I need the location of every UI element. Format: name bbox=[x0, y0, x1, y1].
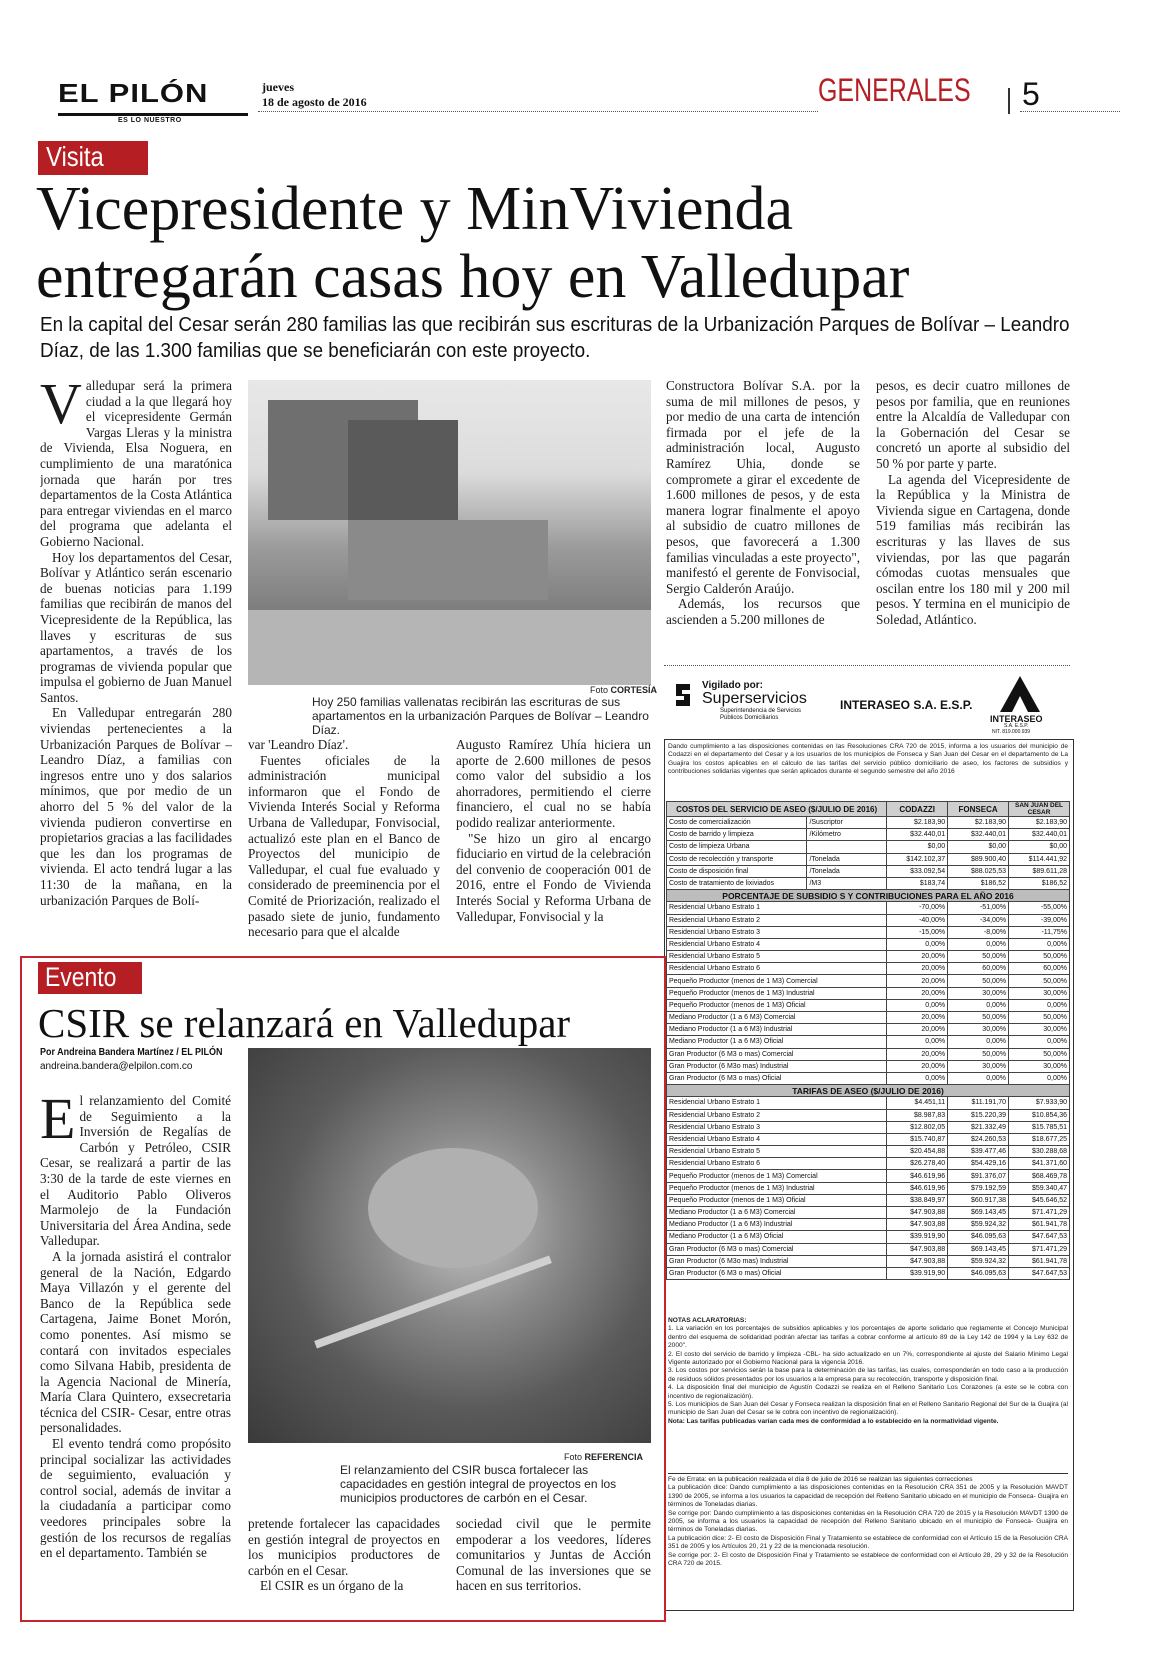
table-cell: $59.924,32 bbox=[948, 1219, 1009, 1231]
row-label: Costo de limpieza Urbana bbox=[667, 841, 807, 853]
row-label: Pequeño Productor (menos de 1 M3) Comercial bbox=[667, 975, 887, 987]
article2-column-2 bbox=[248, 1516, 440, 1610]
table-row bbox=[667, 1207, 1070, 1219]
errata-item: La publicación dice: Dando cumplimiento a las disposiciones contenidas en la Resolución CRA 351 de 2005 y la Resolución MAVDT 1390 de 2005, se informa a los usuarios la capacidad de recepción del Relleno Sanitario ubicado en el municipio de Fonseca- Guajira en términos de Toneladas diarias. bbox=[668, 1484, 1068, 1509]
table-cell: $2.183,90 bbox=[887, 817, 948, 829]
subsidy-header-row bbox=[667, 890, 1070, 902]
row-label: Gran Productor (6 M3 o mas) Comercial bbox=[667, 1048, 887, 1060]
mine-photo bbox=[248, 1048, 651, 1443]
table-cell: $0,00 bbox=[1009, 841, 1070, 853]
paragraph: Constructora Bolívar S.A. por la suma de mil millones de pesos, y por medio de una carta de intención firmada por el jefe de la administración local, Augusto Ramírez Uhia, donde se compromete a girar el excedente de 1.600 millones de pesos, y de esta manera lograr finalmente el apoyo al subsidio de cuatro millones de pesos, que favorecerá a 1.300 familias vinculadas a este proyecto", manifestó el gerente de Fonvisocial, Sergio Calderón Araújo. bbox=[666, 378, 860, 596]
superservicios-sub2: Públicos Domiciliarios bbox=[720, 715, 779, 721]
paragraph: alledupar será la primera ciudad a la que llegará hoy el vicepresidente Germán Vargas Lleras y la ministra de Vivienda, Elsa Noguera, en cumplimiento de una maratónica jornada que harán por tres departamentos de la Costa Atlántica para entregar viviendas en el marco del programa que adelanta el Gobierno Nacional. bbox=[40, 378, 232, 549]
table-cell: $47.647,53 bbox=[1009, 1231, 1070, 1243]
table-cell: 30,00% bbox=[1009, 987, 1070, 999]
table-cell: 0,00% bbox=[887, 999, 948, 1011]
table-cell: 0,00% bbox=[948, 938, 1009, 950]
dropcap: V bbox=[40, 378, 82, 436]
row-label: Gran Productor (6 M3 o mas) Comercial bbox=[667, 1243, 887, 1255]
table-cell: $88.025,53 bbox=[948, 865, 1009, 877]
table-cell: $54.429,16 bbox=[948, 1158, 1009, 1170]
table-cell: $15.785,51 bbox=[1009, 1121, 1070, 1133]
table-cell: $69.143,45 bbox=[948, 1207, 1009, 1219]
table-cell: -55,00% bbox=[1009, 902, 1070, 914]
table-cell: $46.095,63 bbox=[948, 1267, 1009, 1279]
table-row bbox=[667, 1072, 1070, 1084]
paragraph: l relanzamiento del Comité de Seguimiento a la Inversión de Regalías de Carbón y Petróleo, CSIR Cesar, se realizará a partir de las 3:30 de la tarde de este viernes en el Auditorio Pablo Oliveros Marmolejo de la Fundación Universitaria del Área Andina, sede Valledupar. bbox=[40, 1093, 231, 1249]
article1-column-4 bbox=[666, 378, 860, 658]
row-label: Residencial Urbano Estrato 2 bbox=[667, 1109, 887, 1121]
table-cell: $39.919,90 bbox=[887, 1231, 948, 1243]
interaseo-logo-sub: S.A. E.S.P. bbox=[1004, 723, 1029, 729]
headline-line-1: Vicepresidente y MinVivienda bbox=[36, 175, 793, 243]
table-cell: $21.332,49 bbox=[948, 1121, 1009, 1133]
table-cell: 30,00% bbox=[1009, 1024, 1070, 1036]
superservicios-logo-icon bbox=[672, 680, 694, 710]
table-row bbox=[667, 841, 1070, 853]
table-cell: $0,00 bbox=[887, 841, 948, 853]
table-row bbox=[667, 987, 1070, 999]
table-row bbox=[667, 1097, 1070, 1109]
table-cell: $10.854,36 bbox=[1009, 1109, 1070, 1121]
table-row bbox=[667, 1024, 1070, 1036]
table-cell: $59.924,32 bbox=[948, 1255, 1009, 1267]
table-cell: $69.143,45 bbox=[948, 1243, 1009, 1255]
ad-top-rule bbox=[664, 665, 1070, 666]
mine-pit bbox=[368, 1148, 538, 1268]
table-cell: 50,00% bbox=[1009, 975, 1070, 987]
row-label: Pequeño Productor (menos de 1 M3) Oficial bbox=[667, 1194, 887, 1206]
table-cell: 20,00% bbox=[887, 975, 948, 987]
masthead-rule-right bbox=[1020, 111, 1120, 112]
row-label: Costo de barrido y limpieza bbox=[667, 829, 807, 841]
table-row bbox=[667, 926, 1070, 938]
table-cell: $114.441,92 bbox=[1009, 853, 1070, 865]
interaseo-logo-icon bbox=[995, 674, 1045, 714]
table-row bbox=[667, 877, 1070, 889]
row-label: Gran Productor (6 M3o mas) Industrial bbox=[667, 1255, 887, 1267]
table-cell: $33.092,54 bbox=[887, 865, 948, 877]
table-cell: $68.469,78 bbox=[1009, 1170, 1070, 1182]
table-cell: $4.451,11 bbox=[887, 1097, 948, 1109]
table-cell: 50,00% bbox=[948, 951, 1009, 963]
table-cell: $79.192,59 bbox=[948, 1182, 1009, 1194]
table-row bbox=[667, 1012, 1070, 1024]
table-cell: 0,00% bbox=[948, 999, 1009, 1011]
article2-column-1 bbox=[40, 1093, 231, 1608]
table-cell: -15,00% bbox=[887, 926, 948, 938]
paragraph: Fuentes oficiales de la administración municipal informaron que el Fondo de Vivienda Interés Social y Reforma Urbana de Valledupar, Fonvisocial, actualizó este plan en el Banco de Proyectos del municipio de Valledupar, el cual fue evaluado y considerado de preeminencia por el Comité de Priorización, realizado el pasado siete de junio, fundamento necesario para que el alcalde bbox=[248, 752, 440, 940]
table-cell: $47.647,53 bbox=[1009, 1267, 1070, 1279]
masthead bbox=[0, 0, 1150, 130]
row-label: Costo de tratamiento de lixiviados bbox=[667, 877, 807, 889]
errata-item: Se corrige por: Dando cumplimiento a las disposiciones contenidas en la Resolución CRA 720 de 2015 y la Resolución MAVDT 1390 de 2005, se informa a los usuarios la capacidad de recepción del Relleno Sanitario ubicado en el municipio de Fonseca- Guajira en términos de Toneladas diarias. bbox=[668, 1509, 1068, 1534]
table-cell: -70,00% bbox=[887, 902, 948, 914]
table-row bbox=[667, 975, 1070, 987]
table-row bbox=[667, 1048, 1070, 1060]
table-cell: 0,00% bbox=[887, 938, 948, 950]
paragraph: Además, los recursos que ascienden a 5.200 millones de bbox=[666, 596, 860, 627]
table-cell: $8.987,83 bbox=[887, 1109, 948, 1121]
row-unit: /Tonelada bbox=[807, 853, 887, 865]
table-cell: $2.183,90 bbox=[1009, 817, 1070, 829]
table-row bbox=[667, 1194, 1070, 1206]
table-row bbox=[667, 829, 1070, 841]
row-label: Costo de disposición final bbox=[667, 865, 807, 877]
paragraph: pretende fortalecer las capacidades en gestión integral de proyectos en los municipios productores de carbón en el Cesar. bbox=[248, 1516, 440, 1578]
page-number: 5 bbox=[1022, 76, 1040, 112]
table-cell: -40,00% bbox=[887, 914, 948, 926]
table-cell: 20,00% bbox=[887, 1048, 948, 1060]
row-label: Residencial Urbano Estrato 1 bbox=[667, 1097, 887, 1109]
table-cell: 50,00% bbox=[1009, 1012, 1070, 1024]
table-cell: $20.454,88 bbox=[887, 1146, 948, 1158]
table-row bbox=[667, 999, 1070, 1011]
note-item: 2. El costo del servicio de barrido y limpieza -CBL- ha sido actualizado en un 7%, correspondiente al ajuste del Salario Mínimo Legal Vigente autorizado por el Gobierno Nacional para la vigencia 2016. bbox=[668, 1350, 1068, 1367]
table-row bbox=[667, 1146, 1070, 1158]
table-cell: -39,00% bbox=[1009, 914, 1070, 926]
paragraph: A la jornada asistirá el contralor general de la Nación, Edgardo Maya Villazón y el gerente del Banco de la República sede Cartagena, Jaime Bonet Morón, como ponentes. Así mismo se contará con invitados especiales como Silvana Habib, presidenta de la Agencia Nacional de Minería, María Clara Quintero, exsecretaria técnica del CSIR- Cesar, entre otras personalidades. bbox=[40, 1248, 231, 1436]
table-cell: 0,00% bbox=[1009, 1072, 1070, 1084]
interaseo-logo-text: INTERASEO bbox=[990, 714, 1043, 724]
section-header: PORCENTAJE DE SUBSIDIO S Y CONTRIBUCIONES PARA EL AÑO 2016 bbox=[667, 890, 1070, 902]
row-label: Mediano Productor (1 a 6 M3) Industrial bbox=[667, 1024, 887, 1036]
row-label: Residencial Urbano Estrato 6 bbox=[667, 1158, 887, 1170]
article2-byline: Por Andreina Bandera Martínez / EL PILÓN bbox=[40, 1047, 223, 1058]
table-cell: 20,00% bbox=[887, 963, 948, 975]
table-cell: 20,00% bbox=[887, 1060, 948, 1072]
credit-name: CORTESÍA bbox=[610, 685, 658, 695]
row-label: Residencial Urbano Estrato 3 bbox=[667, 926, 887, 938]
paragraph: El evento tendrá como propósito principal socializar las actividades de seguimiento, evaluación y control social, además de invitar a la ciudadanía a participar como veedores principales sobre la gestión de los recursos de regalías en el departamento. También se bbox=[40, 1436, 231, 1561]
table-cell: $47.903,88 bbox=[887, 1243, 948, 1255]
table-cell: $186,52 bbox=[948, 877, 1009, 889]
table-cell: $32.440,01 bbox=[887, 829, 948, 841]
ground bbox=[248, 610, 651, 685]
table-cell: $89.611,28 bbox=[1009, 865, 1070, 877]
table-row bbox=[667, 1036, 1070, 1048]
notes-block bbox=[668, 1317, 1068, 1426]
newspaper-logo: EL PILÓN bbox=[58, 78, 209, 108]
row-label: Mediano Productor (1 a 6 M3) Oficial bbox=[667, 1231, 887, 1243]
row-label: Residencial Urbano Estrato 5 bbox=[667, 1146, 887, 1158]
table-cell: 0,00% bbox=[948, 1072, 1009, 1084]
notes-title: NOTAS ACLARATORIAS: bbox=[668, 1317, 747, 1324]
table-cell: $11.191,70 bbox=[948, 1097, 1009, 1109]
article-deck: En la capital del Cesar serán 280 familias las que recibirán sus escrituras de la Urbanización Parques de Bolívar – Leandro Díaz, de las 1.300 familias que se beneficiarán con este proyecto. bbox=[40, 313, 1070, 362]
table-cell: $46.619,96 bbox=[887, 1182, 948, 1194]
credit-name: REFERENCIA bbox=[584, 1452, 644, 1462]
row-unit: /Kilómetro bbox=[807, 829, 887, 841]
table-cell: $59.340,47 bbox=[1009, 1182, 1070, 1194]
table-row bbox=[667, 1158, 1070, 1170]
table-cell: 0,00% bbox=[887, 1036, 948, 1048]
table-cell: $0,00 bbox=[948, 841, 1009, 853]
table-row bbox=[667, 1170, 1070, 1182]
headline-line-2: entregarán casas hoy en Valledupar bbox=[36, 243, 910, 311]
table-cell: $30.288,68 bbox=[1009, 1146, 1070, 1158]
company-name: INTERASEO S.A. E.S.P. bbox=[840, 698, 973, 712]
ad-intro: Dando cumplimiento a las disposiciones contenidas en las Resoluciones CRA 720 de 2015, informa a los usuarios del municipio de Codazzi en el departamento del Cesar y a los usuarios de los municipios de Fonseca y San Juan del Cesar en el departamento de La Guajira los costos aplicables en el cálculo de las tarifas del servicio público domiciliario de aseo, los factores de subsidios y contribuciones solidarias vigentes que serán aplicados durante el segundo semestre del año 2016 bbox=[668, 743, 1068, 776]
header-cell: SAN JUAN DEL CESAR bbox=[1009, 802, 1070, 817]
table-cell: -51,00% bbox=[948, 902, 1009, 914]
table-row bbox=[667, 853, 1070, 865]
row-label: Pequeño Productor (menos de 1 M3) Industrial bbox=[667, 987, 887, 999]
row-label: Mediano Productor (1 a 6 M3) Oficial bbox=[667, 1036, 887, 1048]
article2-kicker bbox=[38, 962, 142, 994]
issue-date: 18 de agosto de 2016 bbox=[262, 95, 367, 109]
superservicios-name: Superservicios bbox=[702, 690, 807, 707]
row-label: Residencial Urbano Estrato 6 bbox=[667, 963, 887, 975]
table-cell: 0,00% bbox=[948, 1036, 1009, 1048]
table-cell: $39.919,90 bbox=[887, 1267, 948, 1279]
table-cell: 20,00% bbox=[887, 987, 948, 999]
table-cell: 30,00% bbox=[1009, 1060, 1070, 1072]
table-row bbox=[667, 1231, 1070, 1243]
row-label: Residencial Urbano Estrato 5 bbox=[667, 951, 887, 963]
kicker-text: Visita bbox=[46, 141, 104, 172]
row-label: Residencial Urbano Estrato 2 bbox=[667, 914, 887, 926]
table-row bbox=[667, 1255, 1070, 1267]
row-unit: /Suscriptor bbox=[807, 817, 887, 829]
row-unit: /Tonelada bbox=[807, 865, 887, 877]
row-unit: /M3 bbox=[807, 877, 887, 889]
header-cell: CODAZZI bbox=[887, 802, 948, 817]
table-row bbox=[667, 1182, 1070, 1194]
table-cell: 30,00% bbox=[948, 1060, 1009, 1072]
table-cell: 30,00% bbox=[948, 987, 1009, 999]
row-label: Residencial Urbano Estrato 4 bbox=[667, 938, 887, 950]
article2-email: andreina.bandera@elpilon.com.co bbox=[40, 1061, 193, 1072]
table-cell: $71.471,29 bbox=[1009, 1243, 1070, 1255]
table-cell: 50,00% bbox=[948, 1012, 1009, 1024]
table-cell: $12.802,05 bbox=[887, 1121, 948, 1133]
header-cell: FONSECA bbox=[948, 802, 1009, 817]
table-cell: $32.440,01 bbox=[948, 829, 1009, 841]
paragraph: "Se hizo un giro al encargo fiduciario en virtud de la celebración del convenio de cooperación 001 de 2016, entre el Fondo de Vivienda Interés Social y Reforma Urbana de Valledupar, Fonvisocial y la bbox=[456, 830, 651, 924]
table-cell: $61.941,78 bbox=[1009, 1219, 1070, 1231]
note-item: 5. Los municipios de San Juan del Cesar y Fonseca realizan la disposición final en el Relleno Sanitario Regional del Sur de la Guajira (al municipio de San Juan del Cesar se le cobra con incentivo de regionalización). bbox=[668, 1401, 1068, 1417]
table-cell: $18.677,25 bbox=[1009, 1133, 1070, 1145]
row-label: Residencial Urbano Estrato 3 bbox=[667, 1121, 887, 1133]
table-cell: 50,00% bbox=[1009, 1048, 1070, 1060]
table-cell: $24.260,53 bbox=[948, 1133, 1009, 1145]
table-cell: 50,00% bbox=[948, 1048, 1009, 1060]
paragraph: Augusto Ramírez Uhía hiciera un aporte de 2.600 millones de pesos como valor del subsidio a los ahorradores, permitiendo el cierre financiero, el cual no se había podido realizar anteriormente. bbox=[456, 737, 651, 830]
article2-column-3 bbox=[456, 1516, 651, 1610]
table-cell: 50,00% bbox=[1009, 951, 1070, 963]
table-cell: 20,00% bbox=[887, 951, 948, 963]
row-label: Mediano Productor (1 a 6 M3) Comercial bbox=[667, 1012, 887, 1024]
table-cell: $41.371,60 bbox=[1009, 1158, 1070, 1170]
table-row bbox=[667, 951, 1070, 963]
errata-item: Fe de Errata: en la publicación realizada el día 8 de julio de 2016 se realizan las siguientes correcciones bbox=[668, 1476, 973, 1483]
table-row bbox=[667, 938, 1070, 950]
table-cell: $186,52 bbox=[1009, 877, 1070, 889]
article1-column-1 bbox=[40, 378, 232, 953]
table-cell: $15.740,87 bbox=[887, 1133, 948, 1145]
kicker-text: Evento bbox=[45, 962, 117, 992]
table-cell: 20,00% bbox=[887, 1024, 948, 1036]
table-cell: $7.933,90 bbox=[1009, 1097, 1070, 1109]
table-cell: $47.903,88 bbox=[887, 1219, 948, 1231]
paragraph: Hoy los departamentos del Cesar, Bolívar y Atlántico serán escenario de buenas noticias para 1.199 familias que recibirán de manos del Vicepresidente de la República, las llaves y escrituras de sus apartamentos, a través de los programas de vivienda popular que impulsa el gobierno de Juan Manuel Santos. bbox=[40, 549, 232, 705]
article1-column-5 bbox=[876, 378, 1070, 658]
issue-day: jueves bbox=[262, 80, 294, 94]
paragraph: var 'Leandro Díaz'. bbox=[248, 737, 349, 752]
article1-column-2 bbox=[248, 737, 440, 953]
note-item: 4. La disposición final del municipio de Agustín Codazzi se realiza en el Relleno Sanitario Los Corazones (a este se le cobra con incentivo de regionalización). bbox=[668, 1384, 1068, 1400]
row-label: Pequeño Productor (menos de 1 M3) Comercial bbox=[667, 1170, 887, 1182]
paragraph: En Valledupar entregarán 280 viviendas pertenecientes a la Urbanización Parques de Bolívar – Leandro Díaz, a familias con ingresos entre uno y dos salarios mínimos, que por medio de un ahorro del 5 % del valor de la vivienda pudieron convertirse en propietarios gracias a las facilidades que les dan los programas de vivienda. El acto tendrá lugar a las 11:30 de la mañana, en la urbanización Parques de Bolí- bbox=[40, 705, 232, 908]
table-cell: 0,00% bbox=[887, 1072, 948, 1084]
table-cell: 50,00% bbox=[948, 975, 1009, 987]
table-cell: $71.471,29 bbox=[1009, 1207, 1070, 1219]
interaseo-nit: NIT. 819.000.939 bbox=[992, 729, 1031, 735]
row-label: Pequeño Productor (menos de 1 M3) Oficial bbox=[667, 999, 887, 1011]
errata-item: La publicación dice: 2- El costo de Disposición Final y Tratamiento se establece de conformidad con el Artículo 15 de la Resolución CRA 351 de 2005 y los Artículos 20, 21 y 22 de la mencionada resolución. bbox=[668, 1534, 1068, 1551]
table-cell: $26.278,40 bbox=[887, 1158, 948, 1170]
note-item: 1. La variación en los porcentajes de subsidios aplicables y los porcentajes de aporte solidario que reglamente el Concejo Municipal dentro del esquema de solidaridad podrán afectar las tarifas a cobrar conforme al artículo 89 de la Ley 142 de 1994 y la Ley 632 de 2000". bbox=[668, 1325, 1068, 1350]
row-unit bbox=[807, 841, 887, 853]
table-row bbox=[667, 1133, 1070, 1145]
errata-block bbox=[668, 1473, 1068, 1568]
row-label: Gran Productor (6 M3 o mas) Oficial bbox=[667, 1267, 887, 1279]
table-cell: $15.220,39 bbox=[948, 1109, 1009, 1121]
table-cell: 0,00% bbox=[1009, 1036, 1070, 1048]
table-cell: $46.619,96 bbox=[887, 1170, 948, 1182]
credit-label: Foto bbox=[564, 1452, 583, 1462]
credit-label: Foto bbox=[590, 685, 609, 695]
superservicios-sub1: Superintendencia de Servicios bbox=[720, 708, 802, 714]
housing-photo bbox=[248, 380, 651, 685]
masthead-rule bbox=[258, 111, 818, 112]
table-cell: $32.440,01 bbox=[1009, 829, 1070, 841]
photo2-caption: El relanzamiento del CSIR busca fortalecer las capacidades en gestión integral de proyectos en los municipios productores de carbón en el Cesar. bbox=[340, 1463, 617, 1505]
tariff-table bbox=[666, 801, 1070, 1280]
table-cell: $60.917,38 bbox=[948, 1194, 1009, 1206]
table-cell: $2.183,90 bbox=[948, 817, 1009, 829]
table-cell: 30,00% bbox=[948, 1024, 1009, 1036]
table-cell: $45.646,52 bbox=[1009, 1194, 1070, 1206]
table-cell: $47.903,88 bbox=[887, 1207, 948, 1219]
tariff-header-row bbox=[667, 1085, 1070, 1097]
table-cell: 60,00% bbox=[1009, 963, 1070, 975]
dropcap: E bbox=[40, 1093, 76, 1151]
table-cell: -11,75% bbox=[1009, 926, 1070, 938]
article1-column-3 bbox=[456, 737, 651, 953]
logo-underline bbox=[58, 113, 248, 116]
row-label: Residencial Urbano Estrato 1 bbox=[667, 902, 887, 914]
table-cell: $61.941,78 bbox=[1009, 1255, 1070, 1267]
table-row bbox=[667, 865, 1070, 877]
table-cell: $46.095,63 bbox=[948, 1231, 1009, 1243]
building-structure bbox=[348, 520, 548, 600]
row-label: Costo de comercialización bbox=[667, 817, 807, 829]
table-row bbox=[667, 963, 1070, 975]
row-label: Costo de recolección y transporte bbox=[667, 853, 807, 865]
table-row bbox=[667, 1060, 1070, 1072]
table-cell: $142.102,37 bbox=[887, 853, 948, 865]
table-row bbox=[667, 1267, 1070, 1279]
vigilado-label: Vigilado por: bbox=[702, 680, 763, 691]
table-cell: -8,00% bbox=[948, 926, 1009, 938]
table-cell: 60,00% bbox=[948, 963, 1009, 975]
section-header: TARIFAS DE ASEO ($/JULIO DE 2016) bbox=[667, 1085, 1070, 1097]
row-label: Gran Productor (6 M3 o mas) Oficial bbox=[667, 1072, 887, 1084]
newspaper-slogan: ES LO NUESTRO bbox=[118, 117, 182, 124]
table-row bbox=[667, 817, 1070, 829]
row-label: Gran Productor (6 M3o mas) Industrial bbox=[667, 1060, 887, 1072]
table-cell: $47.903,88 bbox=[887, 1255, 948, 1267]
row-label: Mediano Productor (1 a 6 M3) Comercial bbox=[667, 1207, 887, 1219]
table-cell: 20,00% bbox=[887, 1012, 948, 1024]
costs-header-row bbox=[667, 802, 1070, 817]
table-row bbox=[667, 1219, 1070, 1231]
table-cell: $38.849,97 bbox=[887, 1194, 948, 1206]
photo2-credit bbox=[564, 1450, 643, 1464]
section-divider bbox=[1008, 88, 1010, 114]
table-row bbox=[667, 1109, 1070, 1121]
table-cell: $183,74 bbox=[887, 877, 948, 889]
table-cell: 0,00% bbox=[1009, 999, 1070, 1011]
note-item: Nota: Las tarifas publicadas varían cada mes de conformidad a lo establecido en la normatividad vigente. bbox=[668, 1417, 999, 1425]
table-cell: $91.376,07 bbox=[948, 1170, 1009, 1182]
note-item: 3. Los costos por servicios serán la base para la determinación de las tarifas, las cuales, corresponderán en todo caso a la producción de residuos sólidos presentados por los usuarios a la empresa para su recolección, transporte y disposición final. bbox=[668, 1367, 1068, 1383]
row-label: Residencial Urbano Estrato 4 bbox=[667, 1133, 887, 1145]
row-label: Mediano Productor (1 a 6 M3) Industrial bbox=[667, 1219, 887, 1231]
table-row bbox=[667, 1121, 1070, 1133]
paragraph: pesos, es decir cuatro millones de pesos por familia, que en reuniones entre la Alcaldía de Valledupar con la Gobernación del Cesar se concretó un aporte al subsidio del 50 % por parte y parte. bbox=[876, 378, 1070, 471]
paragraph: El CSIR es un órgano de la bbox=[260, 1578, 404, 1594]
row-label: Pequeño Productor (menos de 1 M3) Industrial bbox=[667, 1182, 887, 1194]
mine-road bbox=[314, 1255, 552, 1348]
errata-item: Se corrige por: 2- El costo de Disposición Final y Tratamiento se establece de conformidad con el Artículo 28, 29 y 32 de la Resolución CRA 720 de 2015. bbox=[668, 1551, 1068, 1568]
article2-headline: CSIR se relanzará en Valledupar bbox=[38, 1000, 571, 1046]
table-row bbox=[667, 1243, 1070, 1255]
paragraph: sociedad civil que le permite empoderar a los veedores, líderes comunitarios y Juntas de Acción Comunal de las inversiones que se hacen en sus territorios. bbox=[456, 1516, 651, 1594]
article-kicker bbox=[38, 141, 148, 175]
paragraph: La agenda del Vicepresidente de la República y la Ministra de Vivienda sigue en Cartagena, donde 519 familias más recibirán las escrituras y las llaves de sus viviendas, por las que pagarán cómodas cuotas mensuales que oscilan entre los 180 mil y 200 mil pesos. Y termina en el municipio de Soledad, Atlántico. bbox=[876, 471, 1070, 627]
table-cell: -34,00% bbox=[948, 914, 1009, 926]
header-cell: COSTOS DEL SERVICIO DE ASEO ($/JULIO DE 2016) bbox=[667, 802, 887, 817]
table-row bbox=[667, 902, 1070, 914]
photo1-caption: Hoy 250 familias vallenatas recibirán las escrituras de sus apartamentos en la urbanización Parques de Bolívar – Leandro Díaz. bbox=[312, 695, 649, 737]
table-row bbox=[667, 914, 1070, 926]
section-name: GENERALES bbox=[818, 72, 971, 108]
table-cell: $39.477,46 bbox=[948, 1146, 1009, 1158]
table-cell: $89.900,40 bbox=[948, 853, 1009, 865]
table-cell: 0,00% bbox=[1009, 938, 1070, 950]
